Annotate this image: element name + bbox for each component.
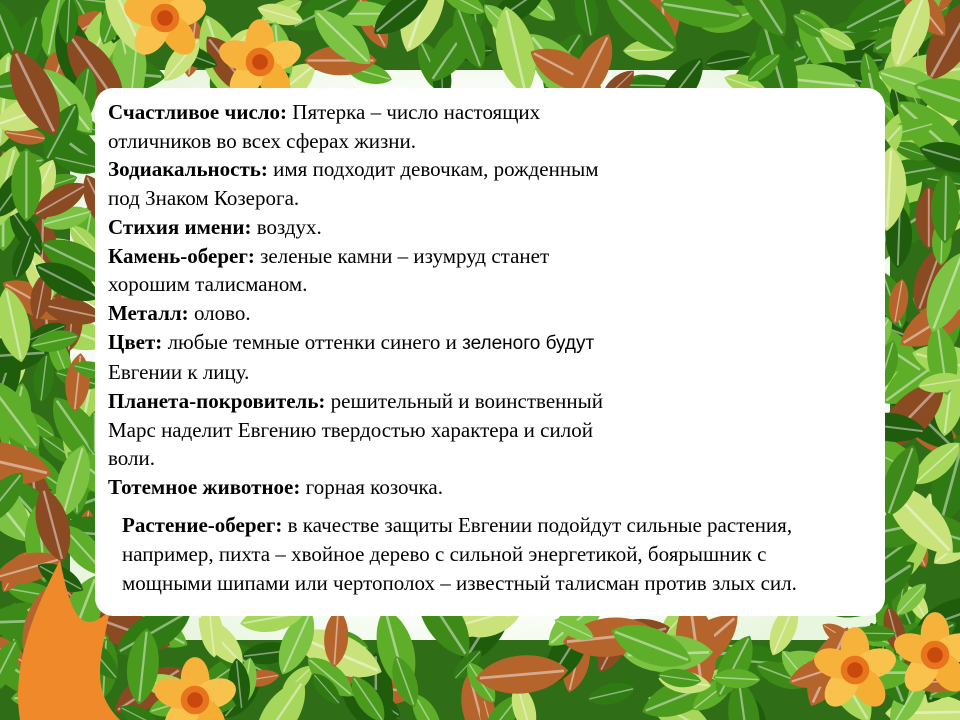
- value-metal: олово.: [193, 300, 251, 325]
- label-color: Цвет:: [108, 329, 163, 354]
- value-stone-2: хорошим талисманом.: [108, 272, 308, 297]
- value-totem: горная козочка.: [305, 475, 443, 500]
- text-block-plant: [122, 511, 922, 598]
- value-element: воздух.: [256, 214, 322, 239]
- label-stone: Камень-оберег:: [108, 243, 255, 268]
- label-totem: Тотемное животное:: [108, 475, 301, 500]
- value-plant-2: например, пихта – хвойное дерево с сильной энергетикой, боярышник с: [122, 542, 767, 566]
- value-color-1: любые темные оттенки синего и: [167, 329, 457, 354]
- label-planet: Планета-покровитель:: [108, 389, 326, 414]
- value-planet-1: решительный и воинственный: [330, 389, 603, 414]
- value-zodiac-2: под Знаком Козерога.: [108, 186, 300, 211]
- value-color-3: Евгении к лицу.: [108, 360, 250, 385]
- value-color-2: зеленого будут: [462, 332, 595, 354]
- value-lucky-number-1: Пятерка – число настоящих: [292, 100, 541, 124]
- value-plant-1: в качестве защиты Евгении подойдут сильные растения,: [287, 513, 793, 537]
- label-element: Стихия имени:: [108, 214, 252, 239]
- value-planet-2: Марс наделит Евгению твердостью характера и силой: [108, 417, 593, 442]
- value-lucky-number-2: отличников во всех сферах жизни.: [108, 128, 416, 153]
- text-block-main: [108, 98, 708, 502]
- label-metal: Металл:: [108, 300, 189, 325]
- label-plant: Растение-оберег:: [122, 513, 283, 537]
- value-planet-3: воли.: [108, 446, 155, 471]
- value-plant-3: мощными шипами или чертополох – известный талисман против злых сил.: [122, 571, 797, 595]
- value-zodiac-1: имя подходит девочкам, рожденным: [273, 157, 599, 182]
- value-stone-1: зеленые камни – изумруд станет: [260, 243, 550, 268]
- label-zodiac: Зодиакальность:: [108, 157, 268, 182]
- label-lucky-number: Счастливое число:: [108, 100, 288, 124]
